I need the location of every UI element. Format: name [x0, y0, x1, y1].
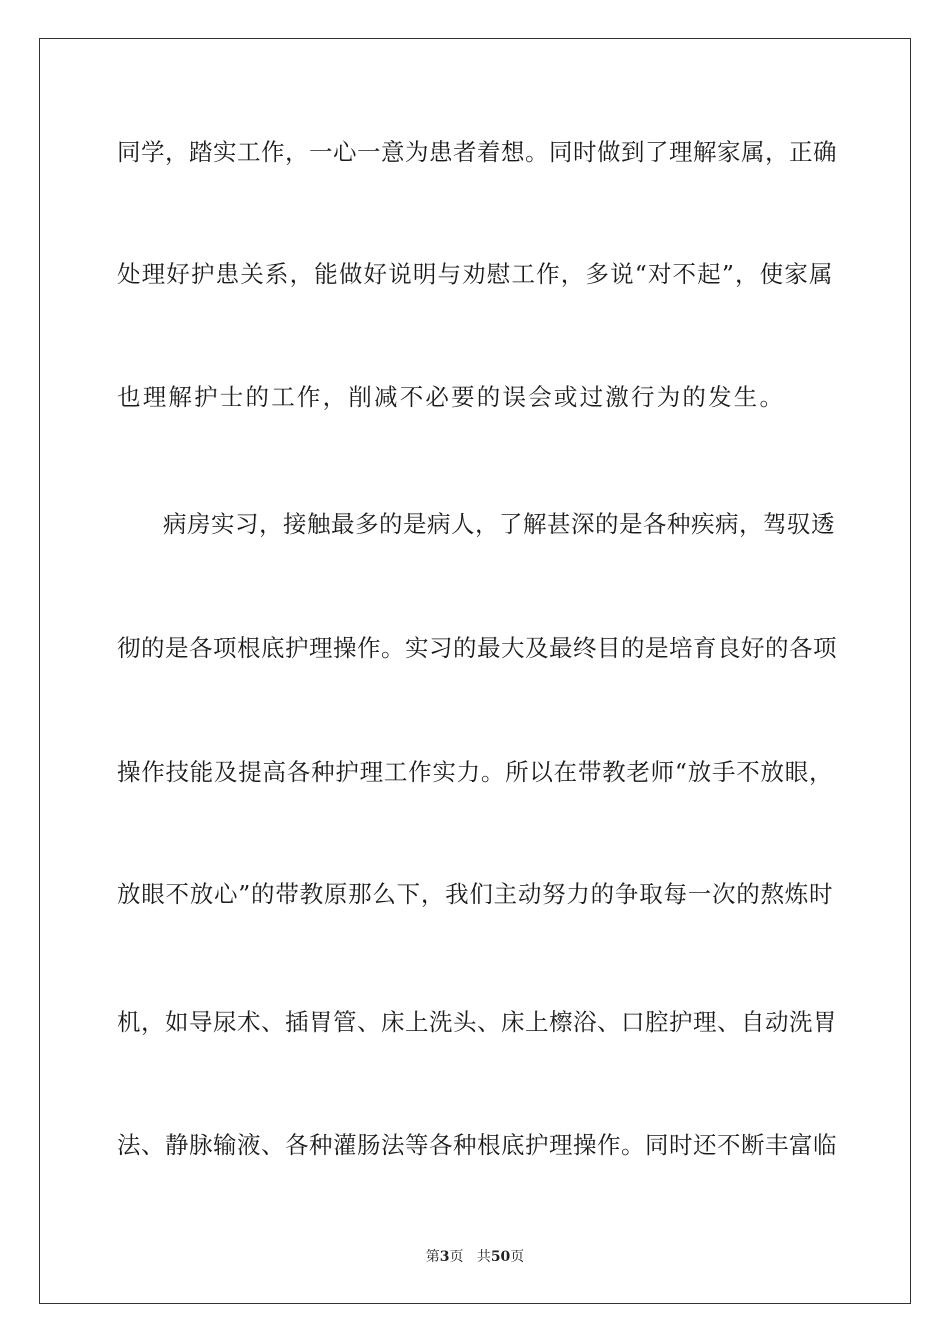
footer-total-suffix: 页 [510, 1249, 525, 1265]
paragraph-line-7: 放眼不放心”的带教原那么下，我们主动努力的争取每一次的熬炼时 [117, 880, 833, 908]
paragraph-line-8: 机，如导尿术、插胃管、床上洗头、床上檫浴、口腔护理、自动洗胃 [117, 1008, 837, 1036]
footer-total-prefix: 共 [476, 1249, 491, 1265]
paragraph-line-6: 操作技能及提高各种护理工作实力。所以在带教老师“放手不放眼， [117, 758, 833, 786]
paragraph-line-3: 也理解护士的工作，削减不必要的误会或过激行为的发生。 [117, 383, 786, 411]
page-border [39, 38, 911, 1304]
footer-page-prefix: 第 [425, 1249, 440, 1265]
footer-page-number: 3 [439, 1249, 450, 1265]
paragraph-line-9: 法、静脉输液、各种灌肠法等各种根底护理操作。同时还不断丰富临 [117, 1131, 837, 1159]
paragraph-line-4: 病房实习，接触最多的是病人，了解甚深的是各种疾病，驾驭透 [163, 510, 835, 538]
paragraph-line-2: 处理好护患关系，能做好说明与劝慰工作，多说“对不起”，使家属 [117, 260, 833, 288]
footer-page-suffix: 页 [449, 1249, 464, 1265]
page-footer [0, 1248, 950, 1266]
paragraph-line-5: 彻的是各项根底护理操作。实习的最大及最终目的是培育良好的各项 [117, 634, 837, 662]
footer-total-pages: 50 [490, 1249, 511, 1265]
paragraph-line-1: 同学，踏实工作，一心一意为患者着想。同时做到了理解家属，正确 [117, 138, 837, 166]
